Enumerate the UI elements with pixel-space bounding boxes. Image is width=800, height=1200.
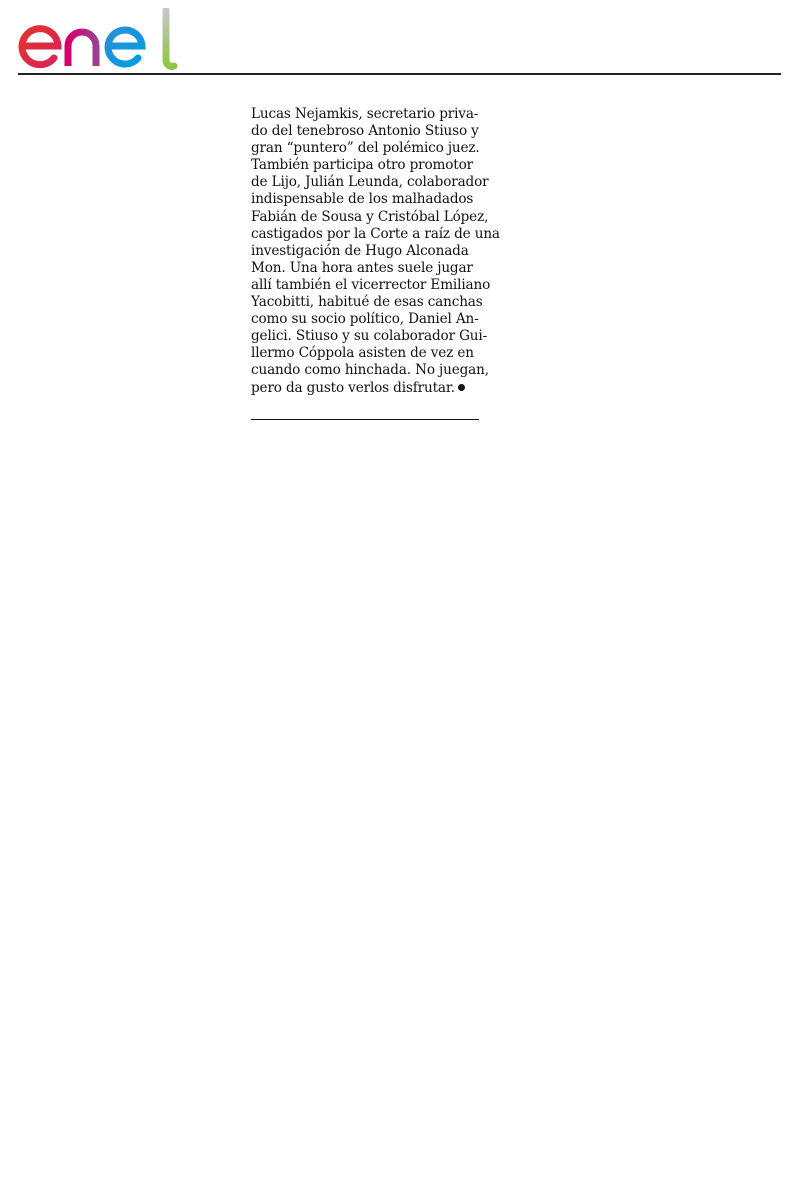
- article-line: de Lijo, Julián Leunda, colaborador: [251, 174, 489, 191]
- article-line: Lucas Nejamkis, secretario priva-: [251, 106, 479, 122]
- article-line: Fabián de Sousa y Cristóbal López,: [251, 208, 489, 225]
- header-divider: [18, 73, 781, 75]
- article-line: gelici. Stiuso y su colaborador Gui-: [251, 328, 488, 345]
- article-line: investigación de Hugo Alconada: [251, 242, 469, 259]
- article-line: allí también el vicerrector Emiliano: [251, 276, 491, 293]
- end-of-article-dot-icon: [458, 384, 465, 391]
- article-line: como su socio político, Daniel An-: [251, 311, 479, 328]
- article-line: indispensable de los malhadados: [251, 191, 474, 208]
- article-line: cuando como hinchada. No juegan,: [251, 362, 489, 379]
- article-line: castigados por la Corte a raíz de una: [251, 225, 500, 242]
- article-line: do del tenebroso Antonio Stiuso y: [251, 123, 479, 140]
- article-line: llermo Cóppola asisten de vez en: [251, 345, 474, 362]
- article-line-text: pero da gusto verlos disfrutar.: [251, 379, 455, 396]
- article-end-divider: [251, 419, 479, 420]
- enel-logo-icon: [16, 8, 180, 72]
- header: [0, 0, 800, 80]
- article-line: Yacobitti, habitué de esas canchas: [251, 294, 483, 311]
- article-last-line: [251, 380, 484, 397]
- article-line: También participa otro promotor: [251, 157, 473, 174]
- article-column: [251, 106, 500, 397]
- article-line: gran “puntero” del polémico juez.: [251, 140, 480, 157]
- article-line: Mon. Una hora antes suele jugar: [251, 259, 473, 276]
